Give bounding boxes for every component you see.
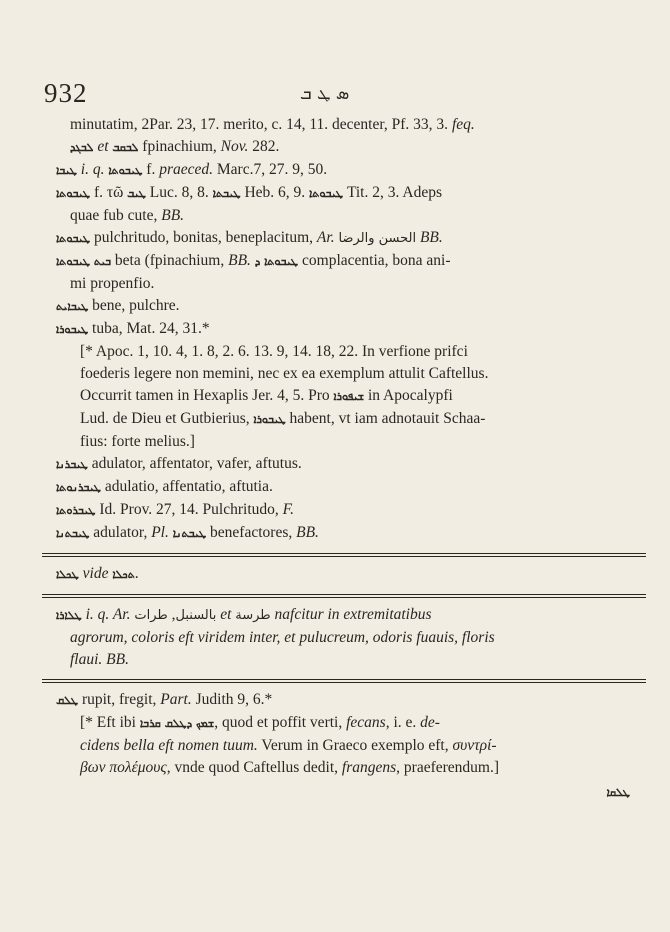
italic-text: Nov. <box>220 138 249 155</box>
footnote-line: Occurrit tamen in Hexaplis Jer. 4, 5. Pro ܫܝܦܘܪܐ in Apocalypfi <box>80 387 453 404</box>
syriac-word: ܛܝܒܬܢܐ <box>56 527 90 540</box>
italic-text: Part. <box>160 691 192 708</box>
italic-text: frangens <box>341 759 397 776</box>
italic-text: i. q. Ar. <box>85 606 131 623</box>
arabic-word: طرات <box>134 608 168 623</box>
dictionary-entry: ܛܝܒܬܢܐ adulator, Pl. ܛܝܒܬܢܐ benefactores, BB. <box>56 524 319 541</box>
italic-text: vide <box>82 565 109 582</box>
syriac-word: ܛܠܩ <box>56 694 79 707</box>
dictionary-entry: ܛܠܩ rupit, fregit, Part. Judith 9, 6.* <box>56 691 273 708</box>
dictionary-entry: ܛܟܠܐ vide ܬܟܠܐ. <box>56 565 139 582</box>
syriac-word: ܩܪܒܐ <box>139 717 161 730</box>
syriac-word: ܬܟܠܐ <box>112 568 135 581</box>
footnote-line: foederis legere non memini, nec ex ea exemplum attulit Caftellus. <box>80 365 489 382</box>
section-divider <box>42 679 646 683</box>
italic-text: Pl. <box>151 524 169 541</box>
italic-text: βων πολέμους <box>80 759 167 776</box>
syriac-word: ܛܝܒܬܢܐ <box>172 527 207 540</box>
dictionary-entry: ܛܝܒܘܬܐ pulchritudo, bonitas, beneplacitum, Ar. الحسن والرضا BB. <box>56 229 443 246</box>
italic-text: BB. <box>419 229 443 246</box>
syriac-word: ܠܒܓܕ <box>70 141 94 154</box>
italic-text: flaui. BB. <box>70 651 129 668</box>
syriac-word: ܛܝܒܪܢܐ <box>56 458 88 471</box>
dictionary-entry: ܛܠܐܪܐ i. q. Ar. بالسنبل, طرات et طرسة nafcitur in extremitatibus <box>56 606 432 623</box>
footnote-line: cidens bella eft nomen tuum. Verum in Graeco exemplo eft, συντρί- <box>80 737 497 754</box>
footnote-line: [* Eft ibi ܫܡܟ ܕܛܠܩ ܩܪܒܐ , quod et poffit verti, fecans, i. e. de- <box>80 714 440 731</box>
syriac-word: ܛܝܒܐܝܬ <box>56 300 89 313</box>
syriac-word: ܫܡܟ <box>196 717 215 730</box>
italic-text: feq. <box>451 116 475 133</box>
entry-continuation: ܠܒܓܕ et ܠܒܩܒ fpinachium, Nov. 282. <box>70 138 280 155</box>
page-number: 932 <box>44 78 88 108</box>
italic-text: et <box>220 606 232 623</box>
italic-text: BB. <box>296 524 319 541</box>
dictionary-entry: ܛܝܒܪܢܐ adulator, affentator, vafer, aftutus. <box>56 455 302 472</box>
syriac-word: ܛܝܒܘܬܐ <box>309 187 344 200</box>
syriac-word: ܛܝܒܘܬܐ <box>56 187 91 200</box>
italic-text: i. q. <box>80 161 105 178</box>
syriac-word: ܛܝܒܘܪܐ <box>56 323 89 336</box>
italic-text: et <box>97 138 109 155</box>
syriac-word: ܒܝܬ ܛܝܒܘܬܐ <box>56 255 112 268</box>
entry-continuation: mi propenfio. <box>70 275 155 292</box>
italic-text: cidens bella eft nomen tuum. <box>80 737 258 754</box>
italic-text: Ar. <box>316 229 335 246</box>
page-header <box>44 78 630 108</box>
italic-text: agrorum, coloris eft viridem inter, et pulucreum, odoris fuauis, floris <box>70 629 495 646</box>
syriac-word: ܛܝܒ <box>127 187 146 200</box>
syriac-word: ܛܝܒܪܢܘܬܐ <box>56 481 101 494</box>
footnote-line: βων πολέμους, vnde quod Caftellus dedit, frangens, praeferendum.] <box>80 759 500 776</box>
italic-text: F. <box>282 501 295 518</box>
syriac-word: ܛܝܒܬܐ <box>212 187 241 200</box>
arabic-word: طرسة <box>235 608 271 623</box>
dictionary-entry: ܛܝܒܪܢܘܬܐ adulatio, affentatio, aftutia. <box>56 478 273 495</box>
syriac-word: ܫܝܦܘܪܐ <box>333 390 365 403</box>
italic-text: συντρί- <box>452 737 497 754</box>
catchword <box>56 781 642 804</box>
section-divider <box>42 553 646 557</box>
arabic-word: الحسن والرضا <box>338 231 417 246</box>
italic-text: BB. <box>161 207 185 224</box>
dictionary-entry: ܛܝܒܪܘܬܐ Id. Prov. 27, 14. Pulchritudo, F. <box>56 501 295 518</box>
syriac-word: ܛܝܒܘܬܐ <box>56 232 91 245</box>
syriac-word: ܛܝܒܘܬܐ ܕ <box>254 255 299 268</box>
entry-continuation: minutatim, 2Par. 23, 17. merito, c. 14, 11. decenter, Pf. 33, 3. feq. <box>70 116 475 133</box>
syriac-word: ܛܠܐܪܐ <box>56 609 82 622</box>
syriac-word: ܛܠܩܐ <box>606 786 630 799</box>
dictionary-entry: ܛܝܒܐܝܬ bene, pulchre. <box>56 297 180 314</box>
syriac-word: ܛܝܒܪܘܬܐ <box>56 504 96 517</box>
entry-continuation <box>56 627 642 649</box>
italic-text: de- <box>420 714 440 731</box>
section-divider <box>42 594 646 598</box>
italic-text: nafcitur in extremitatibus <box>274 606 432 623</box>
syriac-word: ܠܒܩܒ <box>112 141 139 154</box>
entry-continuation <box>56 649 642 671</box>
italic-text: fecans <box>346 714 386 731</box>
dictionary-entry: ܛܝܒܘܬܐ f. τῶ ܛܝܒ Luc. 8, 8. ܛܝܒܬܐ Heb. 6, 9. ܛܝܒܘܬܐ Tit. 2, 3. Adeps <box>56 184 442 201</box>
syriac-word: ܛܝܒܘܪܐ <box>253 413 286 426</box>
entry-continuation: quae fub cute, BB. <box>70 207 185 224</box>
dictionary-entries <box>56 114 642 804</box>
footnote-line: Lud. de Dieu et Gutbierius, ܛܝܒܘܪܐ habent, vt iam adnotauit Schaa- <box>80 410 486 427</box>
dictionary-entry: ܛܝܒܐ i. q. ܛܝܒܘܬܐ f. praeced. Marc.7, 27. 9, 50. <box>56 161 328 178</box>
footnote-line: fius: forte melius.] <box>80 433 195 450</box>
arabic-word: بالسنبل <box>175 608 217 623</box>
footnote-line: [* Apoc. 1, 10. 4, 1. 8, 2. 6. 13. 9, 14. 18, 22. In verfione prifci <box>80 343 468 360</box>
syriac-word: ܛܝܒܐ <box>56 164 77 177</box>
running-head: ܣ ܛ ܒ <box>300 84 350 104</box>
italic-text: BB. <box>228 252 251 269</box>
syriac-word: ܛܟܠܐ <box>56 568 79 581</box>
dictionary-entry: ܒܝܬ ܛܝܒܘܬܐ beta (fpinachium, BB. ܛܝܒܘܬܐ ܕ complacentia, bona ani- <box>56 252 451 269</box>
dictionary-entry: ܛܝܒܘܪܐ tuba, Mat. 24, 31.* <box>56 320 210 337</box>
syriac-word: ܕܛܠܩ <box>164 717 193 730</box>
syriac-word: ܛܝܒܘܬܐ <box>108 164 143 177</box>
italic-text: praeced. <box>159 161 213 178</box>
